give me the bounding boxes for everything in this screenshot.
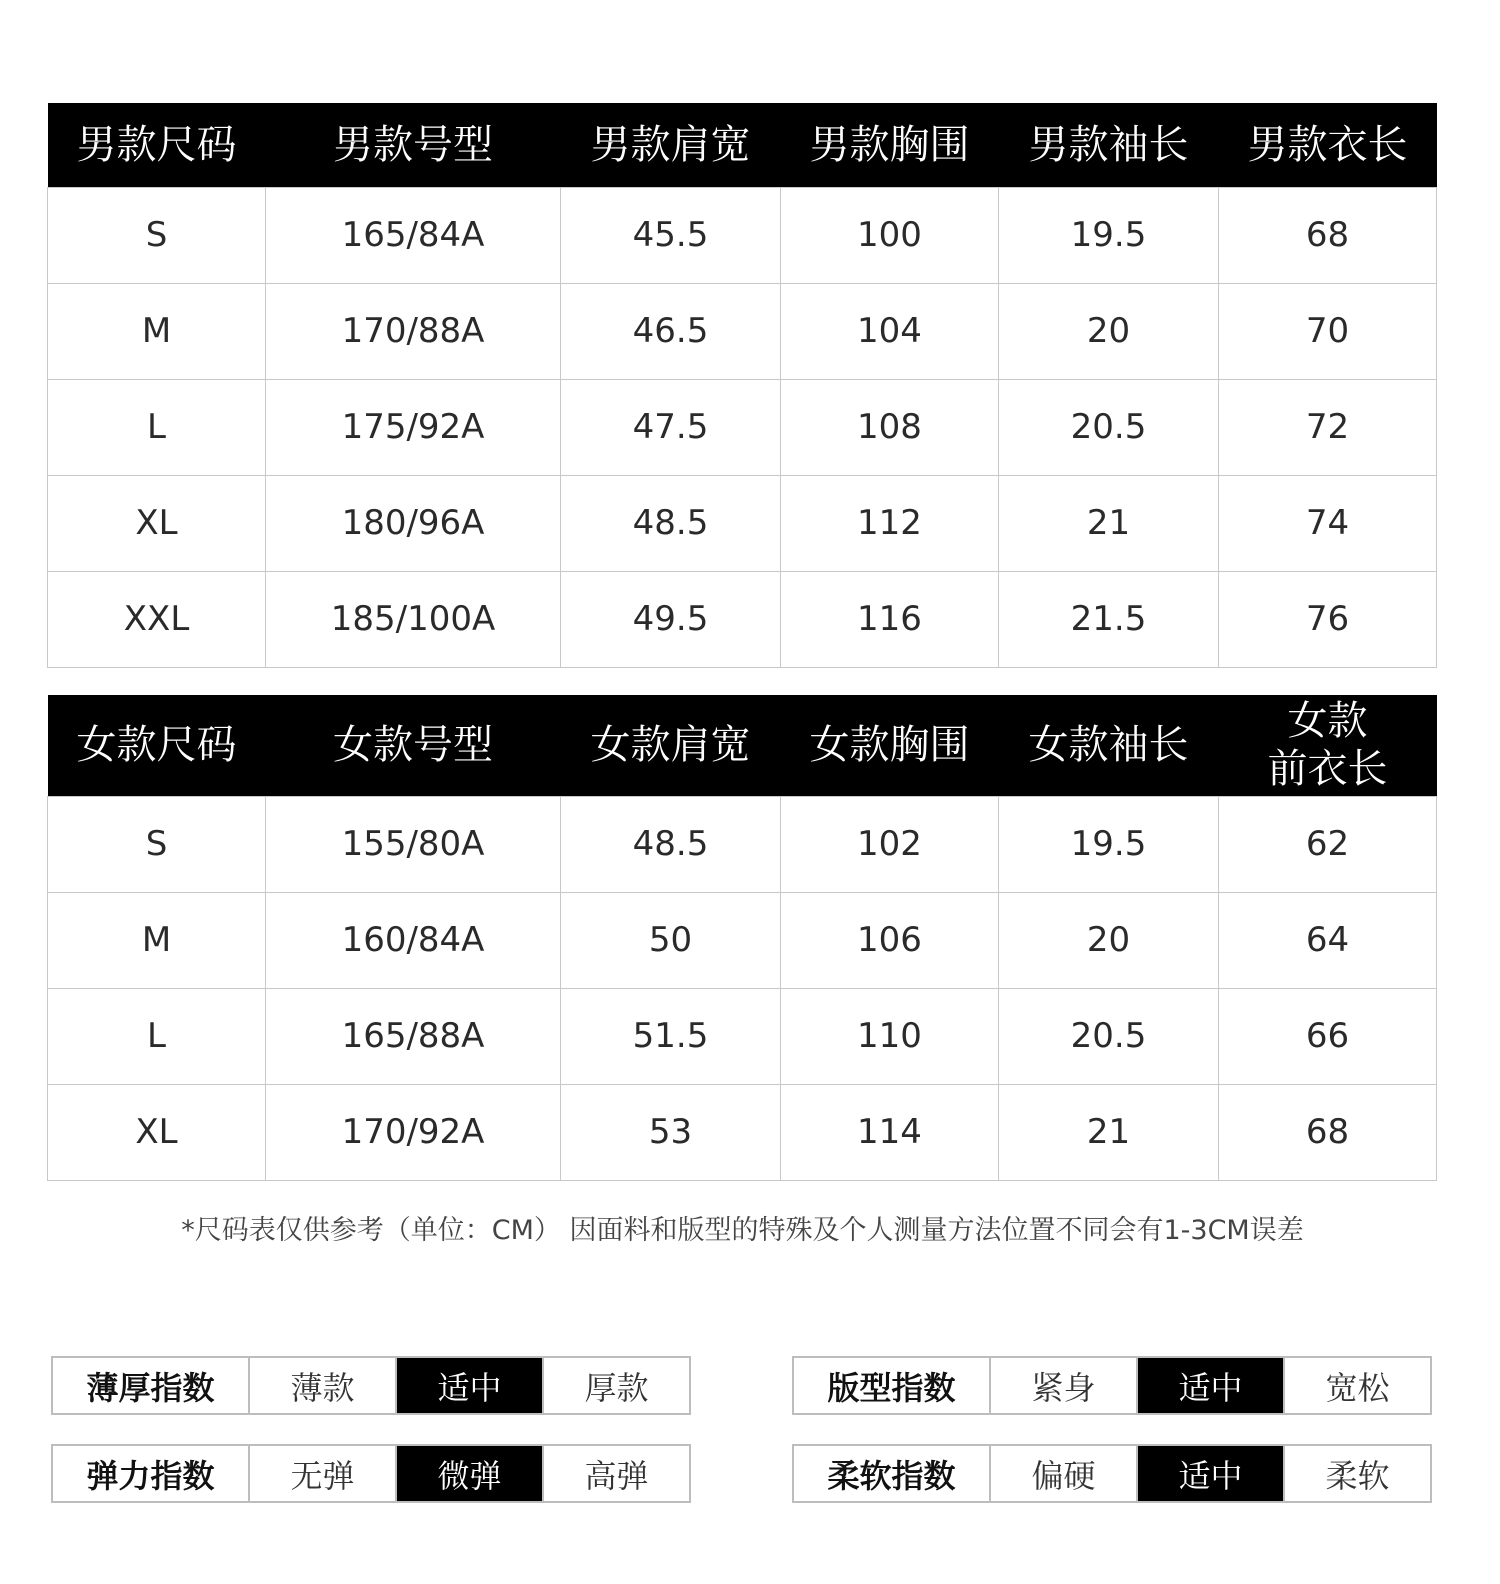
elasticity-option: 高弹 bbox=[543, 1445, 690, 1502]
table-cell: 20 bbox=[999, 892, 1219, 988]
table-row bbox=[48, 796, 1437, 892]
men-size-table bbox=[47, 103, 1437, 668]
table-cell: 112 bbox=[781, 475, 999, 571]
table-row bbox=[48, 571, 1437, 667]
table-cell: 68 bbox=[1219, 1084, 1437, 1180]
table-row bbox=[48, 1084, 1437, 1180]
table-cell: XL bbox=[48, 1084, 266, 1180]
men-header-length: 男款衣长 bbox=[1219, 103, 1437, 187]
elasticity-index bbox=[51, 1444, 691, 1503]
table-cell: 155/80A bbox=[266, 796, 561, 892]
fit-index bbox=[792, 1356, 1432, 1415]
men-header-shoulder: 男款肩宽 bbox=[561, 103, 781, 187]
elasticity-index-label: 弹力指数 bbox=[52, 1445, 249, 1502]
softness-index bbox=[792, 1444, 1432, 1503]
women-header-row bbox=[48, 695, 1437, 796]
table-row bbox=[48, 475, 1437, 571]
table-cell: 50 bbox=[561, 892, 781, 988]
table-cell: 51.5 bbox=[561, 988, 781, 1084]
table-cell: 48.5 bbox=[561, 796, 781, 892]
table-cell: 160/84A bbox=[266, 892, 561, 988]
table-cell: 70 bbox=[1219, 283, 1437, 379]
table-row bbox=[48, 892, 1437, 988]
table-cell: 20.5 bbox=[999, 988, 1219, 1084]
men-header-sleeve: 男款袖长 bbox=[999, 103, 1219, 187]
thickness-option: 薄款 bbox=[249, 1357, 396, 1414]
table-row bbox=[48, 283, 1437, 379]
men-header-chest: 男款胸围 bbox=[781, 103, 999, 187]
table-cell: 21 bbox=[999, 475, 1219, 571]
thickness-option: 适中 bbox=[396, 1357, 543, 1414]
table-cell: 47.5 bbox=[561, 379, 781, 475]
table-cell: 165/88A bbox=[266, 988, 561, 1084]
table-row bbox=[48, 379, 1437, 475]
table-cell: 108 bbox=[781, 379, 999, 475]
table-cell: 102 bbox=[781, 796, 999, 892]
table-cell: 185/100A bbox=[266, 571, 561, 667]
women-header-chest: 女款胸围 bbox=[781, 695, 999, 796]
softness-option: 柔软 bbox=[1284, 1445, 1431, 1502]
table-cell: 74 bbox=[1219, 475, 1437, 571]
table-cell: 49.5 bbox=[561, 571, 781, 667]
table-cell: 114 bbox=[781, 1084, 999, 1180]
fit-option: 宽松 bbox=[1284, 1357, 1431, 1414]
table-cell: 62 bbox=[1219, 796, 1437, 892]
table-cell: 106 bbox=[781, 892, 999, 988]
table-cell: 165/84A bbox=[266, 187, 561, 283]
women-header-size: 女款尺码 bbox=[48, 695, 266, 796]
table-cell: M bbox=[48, 892, 266, 988]
table-cell: 20.5 bbox=[999, 379, 1219, 475]
table-cell: 48.5 bbox=[561, 475, 781, 571]
table-cell: 104 bbox=[781, 283, 999, 379]
table-cell: 116 bbox=[781, 571, 999, 667]
table-cell: 64 bbox=[1219, 892, 1437, 988]
table-cell: 100 bbox=[781, 187, 999, 283]
women-header-sleeve: 女款袖长 bbox=[999, 695, 1219, 796]
softness-option: 适中 bbox=[1137, 1445, 1284, 1502]
softness-option: 偏硬 bbox=[990, 1445, 1137, 1502]
table-cell: M bbox=[48, 283, 266, 379]
table-cell: 175/92A bbox=[266, 379, 561, 475]
table-cell: XL bbox=[48, 475, 266, 571]
thickness-index bbox=[51, 1356, 691, 1415]
elasticity-option: 微弹 bbox=[396, 1445, 543, 1502]
women-header-shoulder: 女款肩宽 bbox=[561, 695, 781, 796]
men-header-row bbox=[48, 103, 1437, 187]
fit-option: 紧身 bbox=[990, 1357, 1137, 1414]
size-disclaimer-note: *尺码表仅供参考（单位：CM） 因面料和版型的特殊及个人测量方法位置不同会有1-3CM误差 bbox=[181, 1215, 1304, 1246]
table-cell: 19.5 bbox=[999, 796, 1219, 892]
fit-index-label: 版型指数 bbox=[793, 1357, 990, 1414]
table-cell: 68 bbox=[1219, 187, 1437, 283]
thickness-index-label: 薄厚指数 bbox=[52, 1357, 249, 1414]
men-header-size: 男款尺码 bbox=[48, 103, 266, 187]
elasticity-option: 无弹 bbox=[249, 1445, 396, 1502]
softness-index-label: 柔软指数 bbox=[793, 1445, 990, 1502]
table-cell: L bbox=[48, 379, 266, 475]
table-cell: 72 bbox=[1219, 379, 1437, 475]
women-header-fit-code: 女款号型 bbox=[266, 695, 561, 796]
table-row bbox=[48, 988, 1437, 1084]
table-cell: 46.5 bbox=[561, 283, 781, 379]
table-cell: XXL bbox=[48, 571, 266, 667]
table-cell: 110 bbox=[781, 988, 999, 1084]
table-row bbox=[48, 187, 1437, 283]
table-cell: 20 bbox=[999, 283, 1219, 379]
table-cell: 180/96A bbox=[266, 475, 561, 571]
table-cell: 45.5 bbox=[561, 187, 781, 283]
table-cell: S bbox=[48, 796, 266, 892]
thickness-option: 厚款 bbox=[543, 1357, 690, 1414]
table-cell: 53 bbox=[561, 1084, 781, 1180]
table-cell: 170/88A bbox=[266, 283, 561, 379]
table-cell: 66 bbox=[1219, 988, 1437, 1084]
table-cell: 76 bbox=[1219, 571, 1437, 667]
men-header-fit-code: 男款号型 bbox=[266, 103, 561, 187]
women-size-table bbox=[47, 695, 1437, 1181]
table-cell: S bbox=[48, 187, 266, 283]
table-cell: 170/92A bbox=[266, 1084, 561, 1180]
table-cell: 19.5 bbox=[999, 187, 1219, 283]
table-cell: 21 bbox=[999, 1084, 1219, 1180]
table-cell: 21.5 bbox=[999, 571, 1219, 667]
fit-option: 适中 bbox=[1137, 1357, 1284, 1414]
table-cell: L bbox=[48, 988, 266, 1084]
women-header-front-length: 女款 前衣长 bbox=[1219, 695, 1437, 796]
